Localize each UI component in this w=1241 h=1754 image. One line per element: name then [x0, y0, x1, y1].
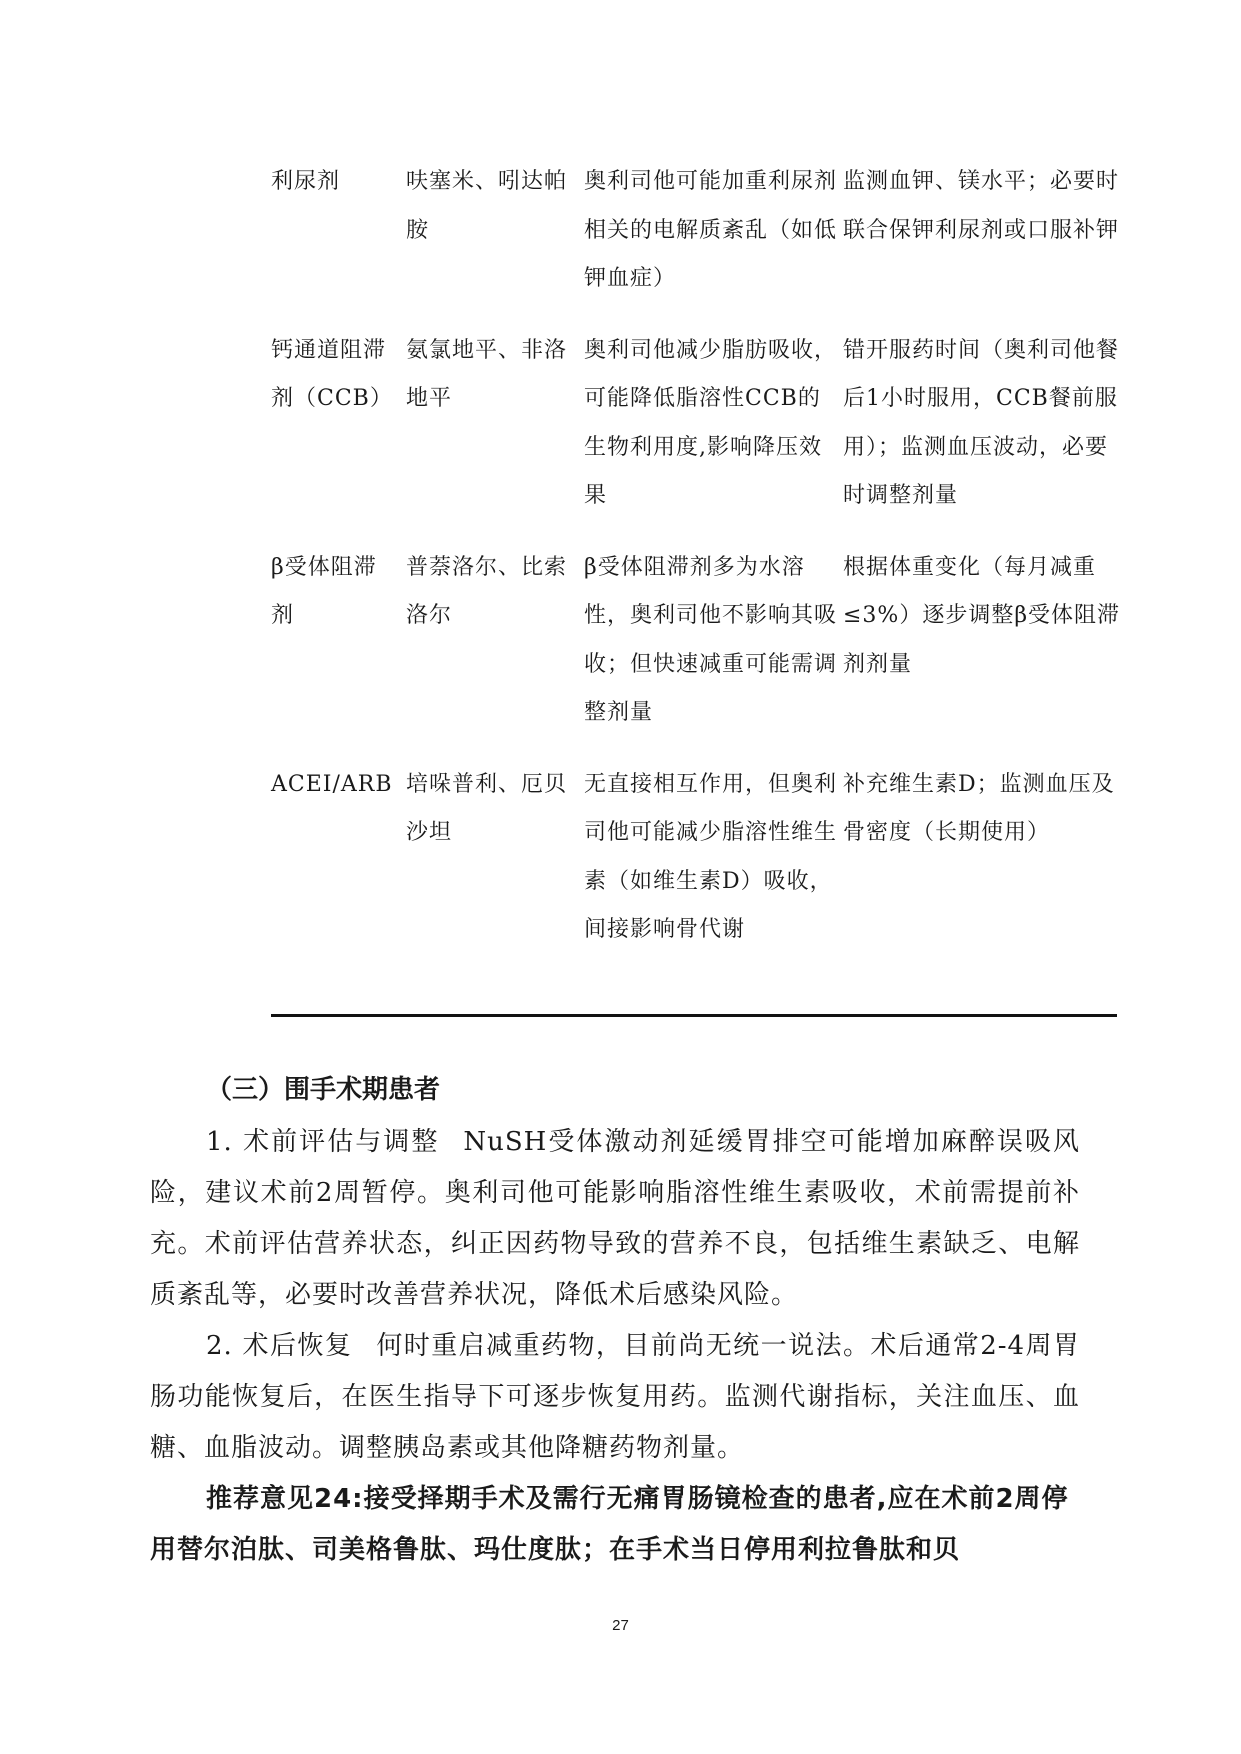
- drug-interaction-table: [271, 158, 1123, 978]
- paragraph-text: 何时重启减重药物，目前尚无统一说法。术后通常2-4周胃肠功能恢复后，在医生指导下可逐步恢复用药。监测代谢指标，关注血压、血糖、血脂波动。调整胰岛素或其他降糖药物剂量。: [150, 1331, 1080, 1463]
- paragraph-lead: 1. 术前评估与调整: [206, 1127, 440, 1157]
- paragraph-postoperative: [150, 1321, 1080, 1474]
- page-number: 27: [612, 1617, 629, 1634]
- drug-class-cell: ACEI/ARB: [271, 771, 393, 797]
- examples-cell: 呋塞米、吲达帕胺: [406, 169, 568, 243]
- drug-class-cell: 利尿剂: [271, 169, 341, 194]
- interaction-cell: 奥利司他减少脂肪吸收，可能降低脂溶性CCB的生物利用度,影响降压效果: [584, 337, 838, 508]
- drug-class-cell: β受体阻滞剂: [271, 554, 377, 628]
- paragraph-preoperative: [150, 1117, 1080, 1321]
- table-row: [271, 761, 1123, 978]
- interaction-cell: 无直接相互作用，但奥利司他可能减少脂溶性维生素（如维生素D）吸收，间接影响骨代谢: [584, 771, 838, 942]
- examples-cell: 氨氯地平、非洛地平: [406, 337, 568, 411]
- management-cell: 根据体重变化（每月减重≤3%）逐步调整β受体阻滞剂剂量: [843, 554, 1121, 677]
- table-row: [271, 327, 1123, 544]
- interaction-cell: 奥利司他可能加重利尿剂相关的电解质紊乱（如低钾血症）: [584, 169, 838, 291]
- table-row: [271, 544, 1123, 761]
- table-bottom-rule: [271, 1014, 1117, 1017]
- management-cell: 监测血钾、镁水平；必要时联合保钾利尿剂或口服补钾: [843, 169, 1120, 243]
- management-cell: 错开服药时间（奥利司他餐后1小时服用，CCB餐前服用）；监测血压波动，必要时调整剂量: [843, 337, 1120, 508]
- section-heading: （三）围手术期患者: [206, 1075, 441, 1105]
- examples-cell: 普萘洛尔、比索洛尔: [406, 554, 568, 628]
- interaction-cell: β受体阻滞剂多为水溶性，奥利司他不影响其吸收；但快速减重可能需调整剂量: [584, 554, 838, 725]
- recommendation-24: 推荐意见24:接受择期手术及需行无痛胃肠镜检查的患者,应在术前2周停用替尔泊肽、司美格鲁肽、玛仕度肽；在手术当日停用利拉鲁肽和贝: [150, 1484, 1069, 1565]
- drug-class-cell: 钙通道阻滞剂（CCB）: [271, 337, 393, 411]
- paragraph-text: NuSH受体激动剂延缓胃排空可能增加麻醉误吸风险，建议术前2周暂停。奥利司他可能影响脂溶性维生素吸收，术前需提前补充。术前评估营养状态，纠正因药物导致的营养不良，包括维生素缺乏、电解质紊乱等，必要时改善营养状况，降低术后感染风险。: [150, 1127, 1081, 1310]
- table-row: [271, 158, 1123, 327]
- paragraph-lead: 2. 术后恢复: [206, 1331, 353, 1361]
- examples-cell: 培哚普利、厄贝沙坦: [406, 771, 568, 845]
- management-cell: 补充维生素D；监测血压及骨密度（长期使用）: [843, 771, 1115, 845]
